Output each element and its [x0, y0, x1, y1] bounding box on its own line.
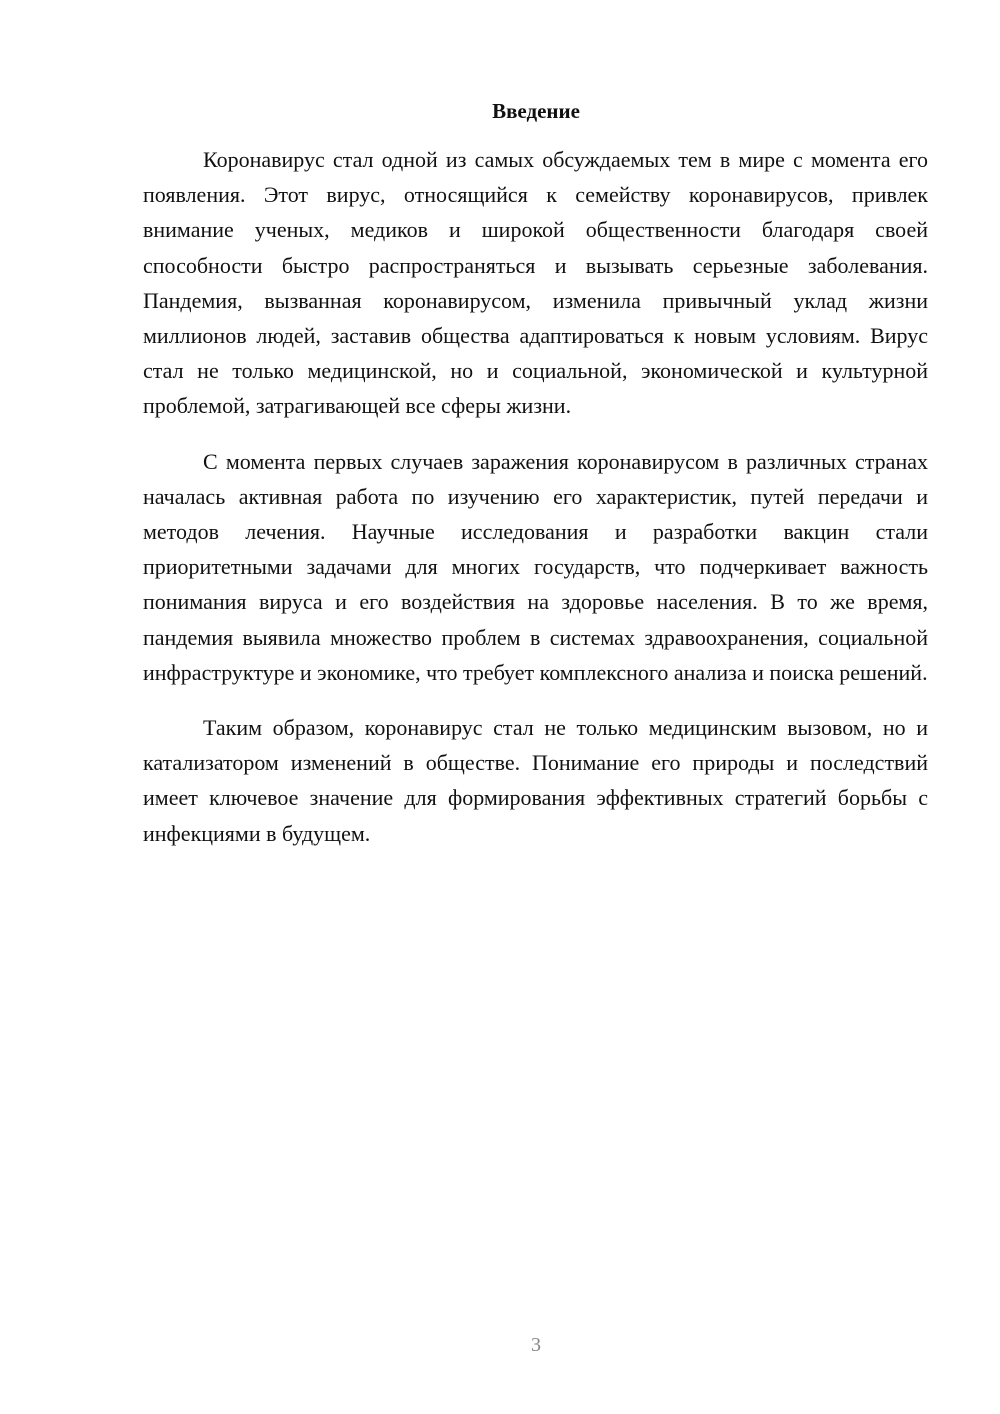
paragraph-2: С момента первых случаев заражения коронавирусом в различных странах началась активная работа по изучению его характеристик, путей передачи и методов лечения. Научные исследования и разработки вакцин стали приоритетными задачами для многих государств, что подчеркивает важность понимания вируса и его воздействия на здоровье населения. В то же время, пандемия выявила множество проблем в системах здравоохранения, социальной инфраструктуре и экономике, что требует комплексного анализа и поиска решений.: [143, 448, 928, 685]
section-heading: Введение: [492, 99, 580, 123]
paragraph-3: Таким образом, коронавирус стал не только медицинским вызовом, но и катализатором изменений в обществе. Понимание его природы и последствий имеет ключевое значение для формирования эффективных стратегий борьбы с инфекциями в будущем.: [143, 715, 928, 846]
body-text: [143, 142, 928, 871]
paragraph-1: Коронавирус стал одной из самых обсуждаемых тем в мире с момента его появления. Этот вирус, относящийся к семейству коронавирусов, привлек внимание ученых, медиков и широкой общественности благодаря своей способности быстро распространяться и вызывать серьезные заболевания. Пандемия, вызванная коронавирусом, изменила привычный уклад жизни миллионов людей, заставив общества адаптироваться к новым условиям. Вирус стал не только медицинской, но и социальной, экономической и культурной проблемой, затрагивающей все сферы жизни.: [143, 147, 928, 419]
page-number: 3: [531, 1334, 541, 1356]
